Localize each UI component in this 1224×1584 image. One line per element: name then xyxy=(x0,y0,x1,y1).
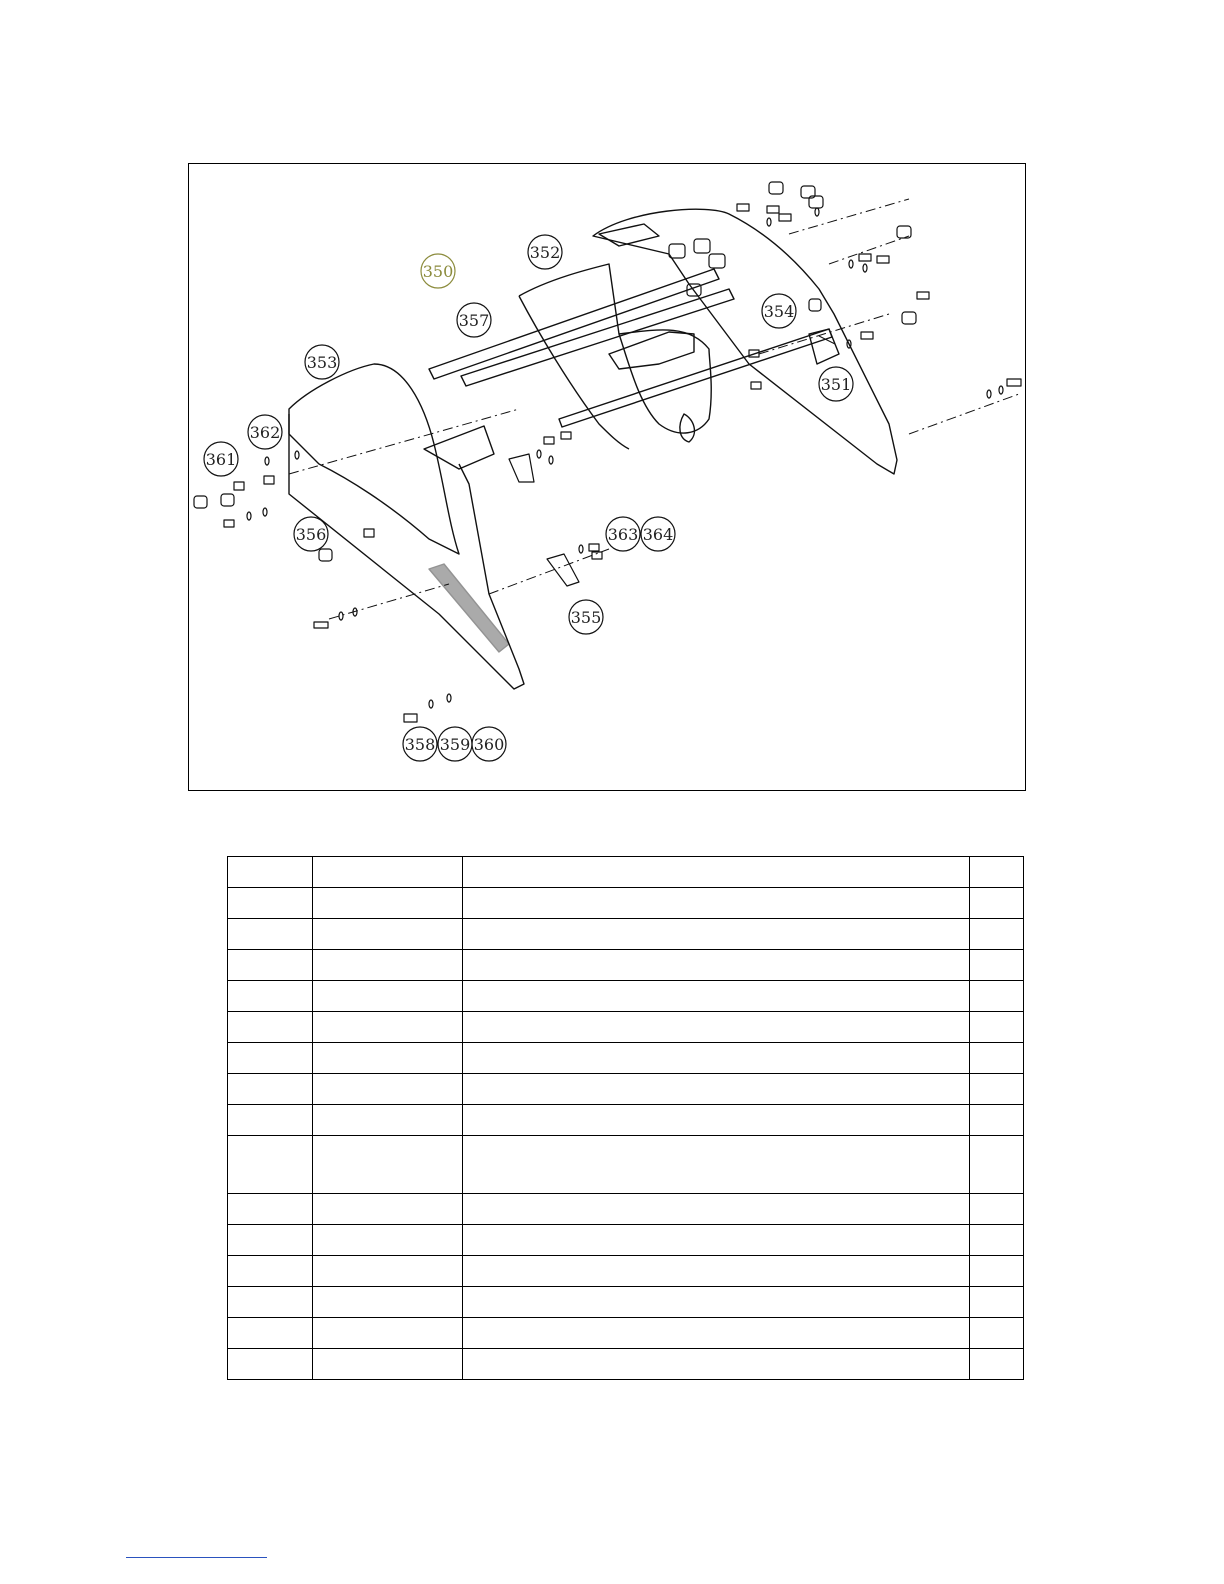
table-cell xyxy=(463,919,970,950)
table-cell xyxy=(313,1194,463,1225)
table-cell xyxy=(313,1287,463,1318)
table-cell xyxy=(313,1225,463,1256)
table-cell xyxy=(313,1105,463,1136)
table-cell xyxy=(228,919,313,950)
table-cell xyxy=(463,1256,970,1287)
callout-label-350: 350 xyxy=(422,262,454,281)
table-cell xyxy=(970,919,1024,950)
callout-label-356: 356 xyxy=(295,525,327,544)
callout-label-351: 351 xyxy=(820,375,852,394)
table-cell xyxy=(463,1194,970,1225)
table-row xyxy=(228,1349,1024,1380)
callout-label-362: 362 xyxy=(249,423,281,442)
callout-label-364: 364 xyxy=(642,525,674,544)
table-cell xyxy=(463,1287,970,1318)
table-cell xyxy=(970,1287,1024,1318)
callout-label-354: 354 xyxy=(763,302,795,321)
table-row xyxy=(228,1136,1024,1194)
callout-label-353: 353 xyxy=(306,353,338,372)
table-row xyxy=(228,1287,1024,1318)
table-cell xyxy=(970,981,1024,1012)
exploded-parts-diagram xyxy=(188,163,1026,791)
table-cell xyxy=(970,1194,1024,1225)
table-cell xyxy=(228,1256,313,1287)
callout-label-357: 357 xyxy=(458,311,490,330)
table-row xyxy=(228,1105,1024,1136)
header-cell xyxy=(313,857,463,888)
part-tube-long xyxy=(559,329,832,427)
footer-link-underline xyxy=(126,1557,267,1558)
part-front-side-panel xyxy=(289,414,524,689)
table-row xyxy=(228,1043,1024,1074)
table-row xyxy=(228,888,1024,919)
table-cell xyxy=(970,1256,1024,1287)
callout-label-360: 360 xyxy=(473,735,505,754)
table-cell xyxy=(463,1225,970,1256)
table-cell xyxy=(970,1043,1024,1074)
table-cell xyxy=(313,1074,463,1105)
table-cell xyxy=(970,950,1024,981)
header-cell xyxy=(228,857,313,888)
table-row xyxy=(228,1318,1024,1349)
table-cell xyxy=(228,950,313,981)
table-cell xyxy=(463,888,970,919)
table-row xyxy=(228,1225,1024,1256)
table-cell xyxy=(228,1194,313,1225)
table-cell xyxy=(228,1136,313,1194)
table-cell xyxy=(463,1349,970,1380)
table-row xyxy=(228,1012,1024,1043)
table-cell xyxy=(313,1012,463,1043)
table-row xyxy=(228,919,1024,950)
table-cell xyxy=(313,1349,463,1380)
callout-label-359: 359 xyxy=(439,735,471,754)
table-cell xyxy=(970,1105,1024,1136)
callout-label-352: 352 xyxy=(529,243,561,262)
table-cell xyxy=(228,1105,313,1136)
table-row xyxy=(228,1256,1024,1287)
table-cell xyxy=(228,1287,313,1318)
table-row xyxy=(228,1074,1024,1105)
table-cell xyxy=(313,1256,463,1287)
table-cell xyxy=(313,1318,463,1349)
callout-label-363: 363 xyxy=(607,525,639,544)
part-tube-lower xyxy=(458,289,734,386)
table-cell xyxy=(228,1225,313,1256)
table-cell xyxy=(970,888,1024,919)
table-cell xyxy=(228,1318,313,1349)
table-cell xyxy=(463,1136,970,1194)
table-cell xyxy=(228,1349,313,1380)
callout-label-361: 361 xyxy=(205,450,237,469)
table-cell xyxy=(313,1043,463,1074)
table-cell xyxy=(313,981,463,1012)
table-cell xyxy=(970,1074,1024,1105)
table-cell xyxy=(463,1105,970,1136)
table-cell xyxy=(313,950,463,981)
parts-list-table xyxy=(227,856,1024,1380)
header-cell xyxy=(970,857,1024,888)
table-cell xyxy=(463,1043,970,1074)
table-cell xyxy=(228,981,313,1012)
table-cell xyxy=(228,1043,313,1074)
table-cell xyxy=(463,1012,970,1043)
table-cell xyxy=(228,1074,313,1105)
table-row xyxy=(228,950,1024,981)
table-cell xyxy=(228,1012,313,1043)
table-cell xyxy=(970,1318,1024,1349)
table-row xyxy=(228,1194,1024,1225)
header-cell xyxy=(463,857,970,888)
table-cell xyxy=(228,888,313,919)
table-cell xyxy=(463,1318,970,1349)
table-cell xyxy=(970,1136,1024,1194)
part-right-side-panel xyxy=(593,209,897,474)
table-header-row xyxy=(228,857,1024,888)
table-cell xyxy=(313,919,463,950)
table-cell xyxy=(313,888,463,919)
table-row xyxy=(228,981,1024,1012)
table-cell xyxy=(970,1349,1024,1380)
callout-label-358: 358 xyxy=(404,735,436,754)
table-cell xyxy=(463,950,970,981)
table-cell xyxy=(970,1012,1024,1043)
table-cell xyxy=(970,1225,1024,1256)
callout-label-355: 355 xyxy=(570,608,602,627)
diagram-drawing xyxy=(189,164,1027,792)
table-cell xyxy=(463,1074,970,1105)
table-cell xyxy=(313,1136,463,1194)
table-cell xyxy=(463,981,970,1012)
